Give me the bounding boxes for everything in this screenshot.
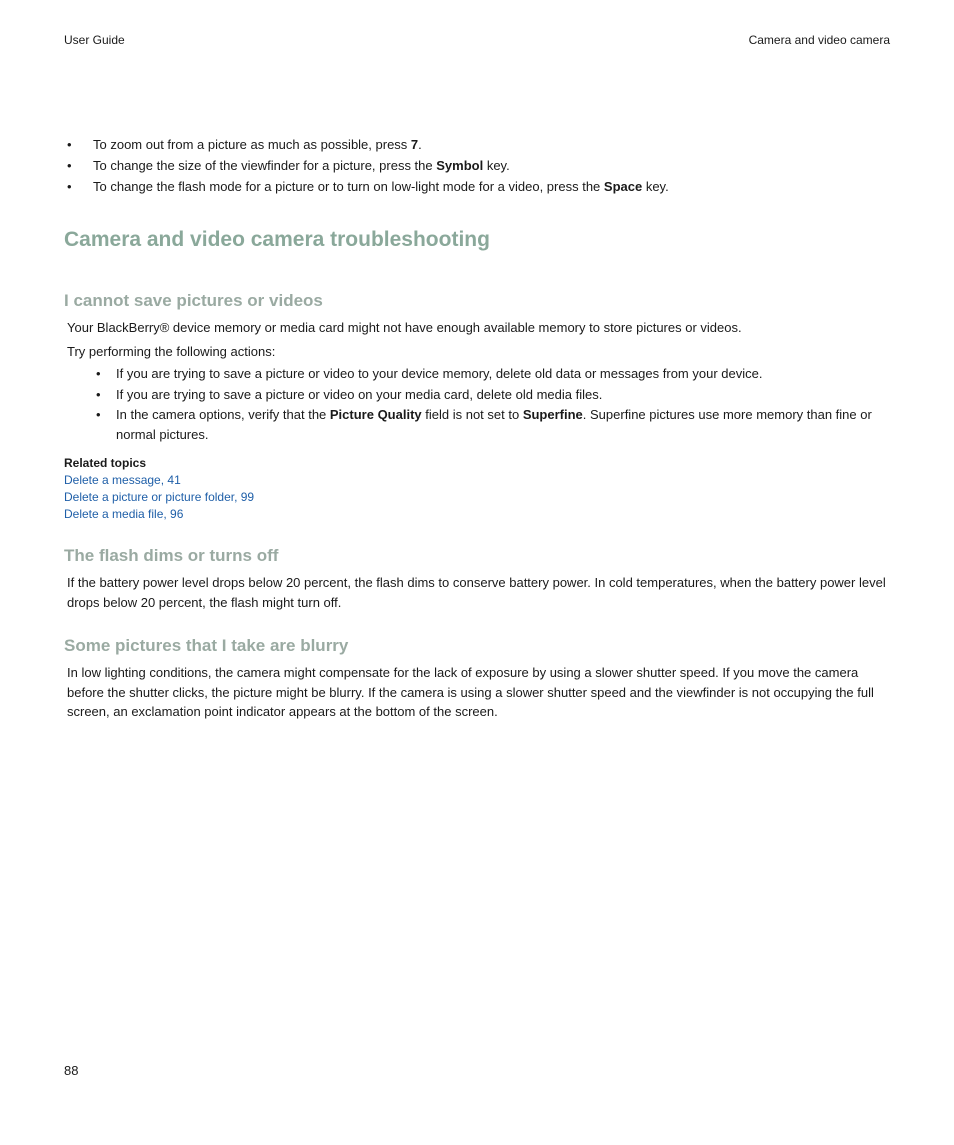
list-item: • In the camera options, verify that the Picture Quality field is not set to Superfine. Superfine pictures use more memory than fine or normal pictures. [92, 405, 892, 444]
blurry-text: In low lighting conditions, the camera might compensate for the lack of exposure by using a slower shutter speed. If you move the camera before the shutter clicks, the picture might be blurry. If the camera is using a slower shutter speed and the viewfinder is not occupying the full screen, an exclamation point indicator appears at the bottom of the screen. [67, 665, 874, 719]
save-actions-text: Try performing the following actions: [67, 344, 276, 359]
zoom-tips-list [64, 134, 894, 197]
subsection-title-save: I cannot save pictures or videos [64, 291, 323, 310]
list-item: • To change the flash mode for a picture or to turn on low-light mode for a video, press the Space key. [64, 176, 894, 197]
section-title: Camera and video camera troubleshooting [64, 228, 490, 251]
flash-text: If the battery power level drops below 20 percent, the flash dims to conserve battery power. In cold temperatures, when the battery power level drops below 20 percent, the flash might turn off. [67, 575, 886, 610]
list-item: • If you are trying to save a picture or video to your device memory, delete old data or messages from your device. [92, 364, 892, 384]
related-topics [64, 455, 254, 523]
subsection-title-blurry: Some pictures that I take are blurry [64, 636, 349, 655]
list-item: • If you are trying to save a picture or video on your media card, delete old media files. [92, 385, 892, 405]
related-link-delete-picture[interactable]: Delete a picture or picture folder, 99 [64, 490, 255, 504]
related-link-delete-media[interactable]: Delete a media file, 96 [64, 507, 184, 521]
running-header-left: User Guide [64, 33, 125, 47]
running-header-right: Camera and video camera [748, 33, 890, 47]
page-number: 88 [64, 1063, 79, 1078]
save-actions-list [92, 364, 892, 445]
list-item: • To change the size of the viewfinder for a picture, press the Symbol key. [64, 155, 894, 176]
related-topics-title: Related topics [64, 456, 147, 470]
list-item: • To zoom out from a picture as much as possible, press 7. [64, 134, 894, 155]
save-intro-text: Your BlackBerry® device memory or media card might not have enough available memory to store pictures or videos. [67, 320, 742, 335]
related-link-delete-message[interactable]: Delete a message, 41 [64, 473, 181, 487]
subsection-title-flash: The flash dims or turns off [64, 546, 279, 565]
